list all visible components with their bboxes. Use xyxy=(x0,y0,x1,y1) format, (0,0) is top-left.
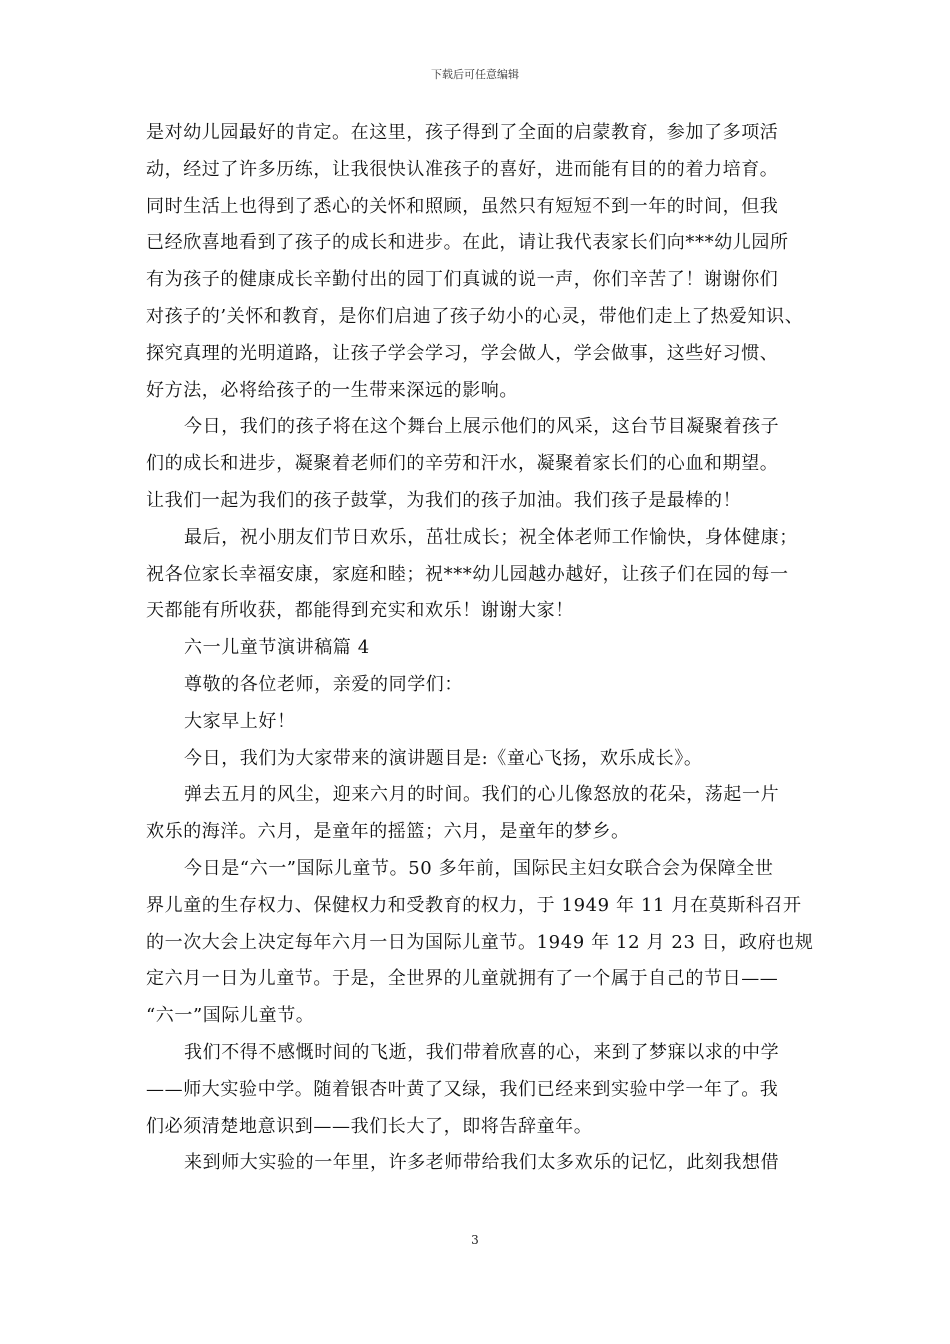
text-line: 来到师大实验的一年里，许多老师带给我们太多欢乐的记忆，此刻我想借 xyxy=(184,1152,780,1174)
text-line: 定六月一日为儿童节。于是，全世界的儿童就拥有了一个属于自己的节日—— xyxy=(146,968,779,990)
text-line: 动，经过了许多历练，让我很快认准孩子的喜好，进而能有目的的着力培育。 xyxy=(146,158,779,180)
text-line: 今日，我们的孩子将在这个舞台上展示他们的风采，这台节目凝聚着孩子 xyxy=(184,416,780,438)
text-line: 尊敬的各位老师，亲爱的同学们： xyxy=(184,673,463,695)
text-line: 祝各位家长幸福安康，家庭和睦；祝***幼儿园越办越好，让孩子们在园的每一 xyxy=(146,563,789,585)
text-line: 界儿童的生存权力、保健权力和受教育的权力，于 1949 年 11 月在莫斯科召开 xyxy=(146,894,802,916)
text-line: 好方法，必将给孩子的一生带来深远的影响。 xyxy=(146,379,518,401)
text-line: 今日，我们为大家带来的演讲题目是:《童心飞扬，欢乐成长》。 xyxy=(184,747,703,769)
text-line: 欢乐的海洋。六月，是童年的摇篮；六月，是童年的梦乡。 xyxy=(146,821,630,843)
page-number: 3 xyxy=(471,1233,479,1247)
text-line: 今日是“六一”国际儿童节。50 多年前，国际民主妇女联合会为保障全世 xyxy=(184,857,774,879)
text-line: 们必须清楚地意识到——我们长大了，即将告辞童年。 xyxy=(146,1115,593,1137)
text-line: 们的成长和进步，凝聚着老师们的辛劳和汗水，凝聚着家长们的心血和期望。 xyxy=(146,453,779,475)
text-line: 有为孩子的健康成长辛勤付出的园丁们真诚的说一声，你们辛苦了！谢谢你们 xyxy=(146,269,779,291)
text-line: 已经欣喜地看到了孩子的成长和进步。在此，请让我代表家长们向***幼儿园所 xyxy=(146,232,789,254)
text-line: 弹去五月的风尘，迎来六月的时间。我们的心儿像怒放的花朵，荡起一片 xyxy=(184,784,780,806)
text-line: 我们不得不感慨时间的飞逝，我们带着欣喜的心，来到了梦寐以求的中学 xyxy=(184,1041,780,1063)
text-line: “六一”国际儿童节。 xyxy=(146,1005,315,1027)
text-line: 让我们一起为我们的孩子鼓掌，为我们的孩子加油。我们孩子是最棒的！ xyxy=(146,489,742,511)
text-line: 最后，祝小朋友们节日欢乐，茁壮成长；祝全体老师工作愉快，身体健康； xyxy=(184,526,798,548)
text-line: 同时生活上也得到了悉心的关怀和照顾，虽然只有短短不到一年的时间，但我 xyxy=(146,195,779,217)
text-line: 是对幼儿园最好的肯定。在这里，孩子得到了全面的启蒙教育，参加了多项活 xyxy=(146,122,779,143)
page-header: 下载后可任意编辑 xyxy=(431,68,519,81)
text-line: 天都能有所收获，都能得到充实和欢乐！谢谢大家！ xyxy=(146,600,574,622)
text-line: 的一次大会上决定每年六月一日为国际儿童节。1949 年 12 月 23 日，政府也规 xyxy=(146,931,814,953)
section-heading: 六一儿童节演讲稿篇 4 xyxy=(184,637,370,659)
document-body xyxy=(146,115,814,1182)
text-line: ——师大实验中学。随着银杏叶黄了又绿，我们已经来到实验中学一年了。我 xyxy=(146,1078,779,1100)
text-line: 对孩子的’关怀和教育，是你们启迪了孩子幼小的心灵，带他们走上了热爱知识、 xyxy=(146,305,804,327)
text-line: 大家早上好！ xyxy=(184,710,296,732)
text-line: 探究真理的光明道路，让孩子学会学习，学会做人，学会做事，这些好习惯、 xyxy=(146,342,779,364)
